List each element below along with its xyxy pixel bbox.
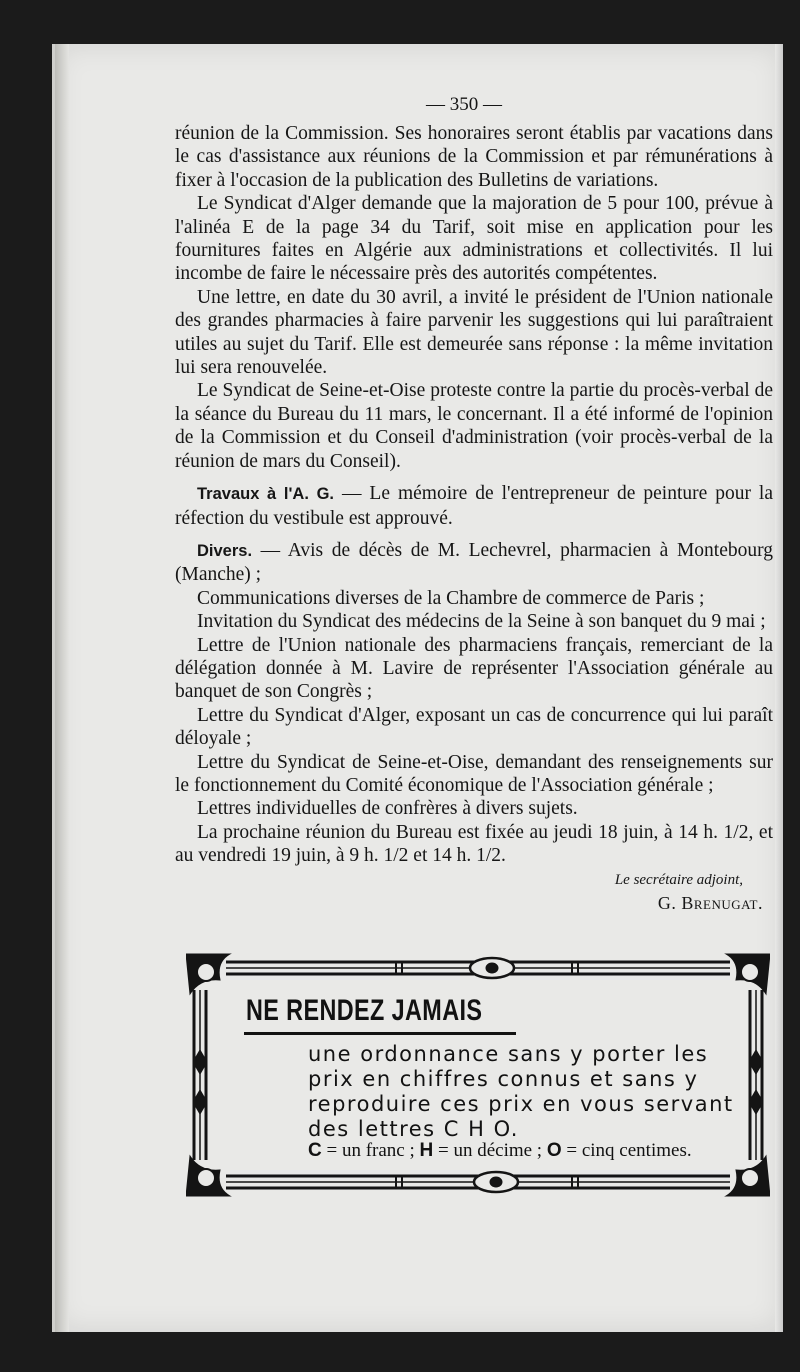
- signature-role: Le secrétaire adjoint,: [614, 871, 743, 888]
- advert-line: une ordonnance sans y porter les: [308, 1042, 709, 1066]
- divers-heading: Divers.: [197, 541, 253, 560]
- divers-item: Invitation du Syndicat des médecins de la Seine à son banquet du 9 mai ;: [197, 611, 766, 633]
- advert-footer: [308, 1140, 692, 1162]
- advert-line: prix en chiffres connus et sans y: [308, 1067, 699, 1091]
- divers-item: Lettre de l'Union nationale des pharmaciens français, remerciant de la délégation donnée à M. Lavire de représenter l'Association générale au banquet de son Congrès ;: [175, 634, 773, 703]
- page-body: [175, 94, 773, 914]
- advertisement: [186, 950, 770, 1200]
- advert-title: NE RENDEZ JAMAIS: [246, 994, 483, 1027]
- travaux-heading: Travaux à l'A. G.: [197, 485, 334, 504]
- advert-footer-text: = un décime ;: [433, 1140, 547, 1161]
- divers-item: Lettre du Syndicat d'Alger, exposant un cas de concurrence qui lui paraît déloyale ;: [175, 704, 773, 750]
- page-number: — 350 —: [426, 94, 502, 115]
- divers-paragraph: [175, 539, 773, 587]
- advert-footer-text: = un franc ;: [321, 1140, 420, 1161]
- divers-text: — Avis de décès de M. Lechevrel, pharmacien à Montebourg (Manche) ;: [175, 539, 773, 586]
- travaux-paragraph: [175, 482, 773, 530]
- closing-paragraph: La prochaine réunion du Bureau est fixée au jeudi 18 juin, à 14 h. 1/2, et au vendredi 19 juin, à 9 h. 1/2 et 14 h. 1/2.: [175, 821, 773, 867]
- advert-letter-o: O: [546, 1140, 562, 1161]
- paragraph: Le Syndicat d'Alger demande que la majoration de 5 pour 100, prévue à l'alinéa E de la page 34 du Tarif, soit mise en application pour les fournitures faites en Algérie aux administrations et collectivités. Il lui incombe de faire le nécessaire près des autorités compétentes.: [175, 193, 773, 285]
- page-gutter: [55, 44, 69, 1332]
- advert-footer-text: = cinq centimes.: [561, 1140, 692, 1161]
- advert-line: reproduire ces prix en vous servant: [308, 1092, 734, 1116]
- paragraph: Le Syndicat de Seine-et-Oise proteste contre la partie du procès-verbal de la séance du Bureau du 11 mars, le concernant. Il a été informé de l'opinion de la Commission et du Conseil d'administration (voir procès-verbal de la réunion de mars du Conseil).: [175, 380, 773, 472]
- paragraph: réunion de la Commission. Ses honoraires seront établis par vacations dans le cas d'assistance aux réunions de la Commission et par rémunérations à fixer à l'occasion de la publication des Bulletins de variations.: [175, 123, 773, 191]
- travaux-text: — Le mémoire de l'entrepreneur de peinture pour la réfection du vestibule est approuvé.: [175, 483, 773, 529]
- divers-item: Lettre du Syndicat de Seine-et-Oise, demandant des renseignements sur le fonctionnement du Comité économique de l'Association générale ;: [175, 751, 773, 796]
- advert-title-underline: [244, 1032, 516, 1035]
- signature-name: G. Brenugat.: [657, 892, 763, 913]
- paragraph: Une lettre, en date du 30 avril, a invité le président de l'Union nationale des grandes pharmacies à faire parvenir les suggestions qui lui paraîtraient utiles au sujet du Tarif. Elle est demeurée sans réponse : la même invitation lui sera renouvelée.: [175, 286, 773, 379]
- divers-item: Communications diverses de la Chambre de commerce de Paris ;: [197, 587, 705, 609]
- advert-line: des lettres C H O.: [308, 1117, 519, 1141]
- advert-letter-c: C: [308, 1140, 322, 1161]
- divers-item: Lettres individuelles de confrères à divers sujets.: [197, 798, 578, 820]
- page-edge: [775, 44, 783, 1332]
- advert-letter-h: H: [419, 1140, 434, 1161]
